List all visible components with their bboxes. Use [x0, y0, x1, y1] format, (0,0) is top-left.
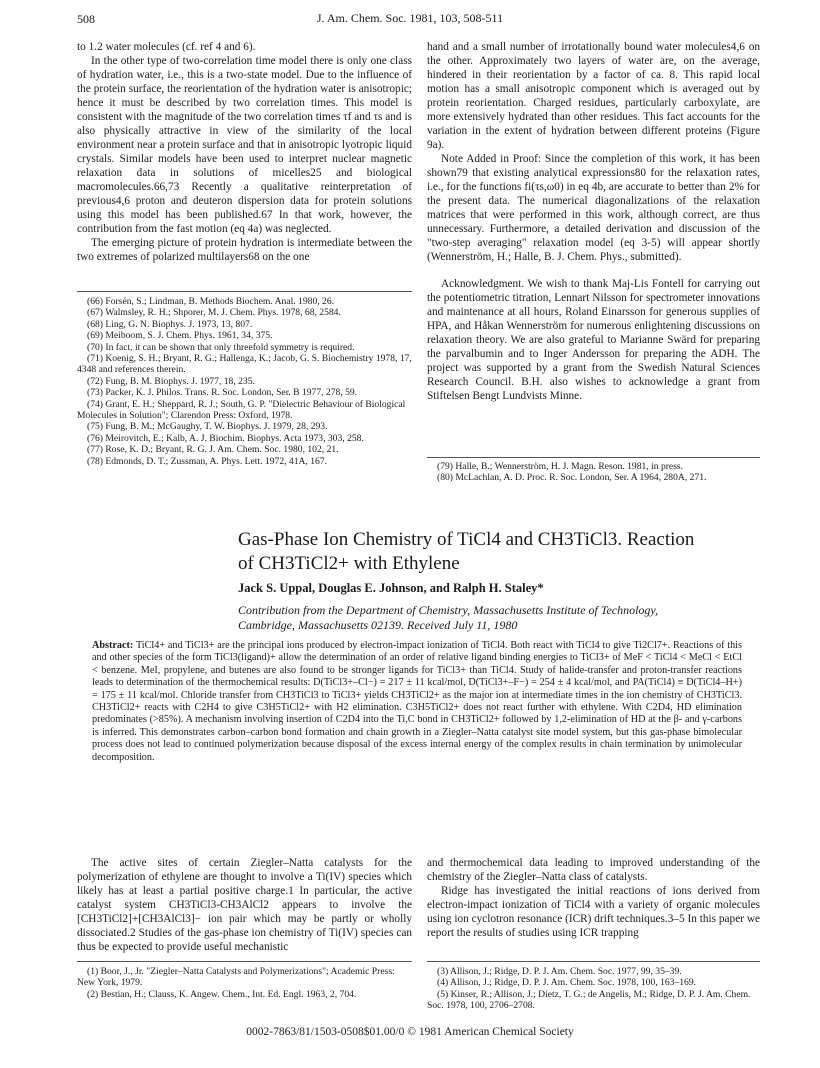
article-title — [238, 528, 718, 576]
journal-header: J. Am. Chem. Soc. 1981, 103, 508-511 — [316, 11, 504, 25]
reference-item: (68) Ling, G. N. Biophys. J. 1973, 13, 807. — [87, 318, 253, 330]
footnote-rule — [77, 961, 412, 962]
upper-left-column — [77, 40, 412, 264]
paragraph: hand and a small number of irrotationally bound water molecules4,6 on the other. Approximately two layers of water are, on the average, hindered in their reorientation by a factor of ca. 8. This rapid local motion has a small anisotropic component which is averaged out by protein reorientation. Charged residues, particularly carboxylate, are more extensively hydrated than other residues. This fact accounts for the variation in the extent of hydration between different proteins (Figure 9a). — [427, 41, 760, 151]
reference-item: (5) Kinser, R.; Allison, J.; Dietz, T. G.; de Angelis, M.; Ridge, D. P. J. Am. Chem. Soc. 1978, 100, 2706–2708. — [427, 988, 751, 1012]
paragraph: and thermochemical data leading to improved understanding of the chemistry of the Ziegler–Natta class of catalysts. — [427, 857, 760, 883]
paragraph: to 1.2 water molecules (cf. ref 4 and 6). — [77, 41, 256, 53]
upper-right-column — [427, 40, 760, 403]
title-line: Gas-Phase Ion Chemistry of TiCl4 and CH3TiCl3. Reaction — [238, 529, 695, 550]
abstract-text: TiCl4+ and TiCl3+ are the principal ions produced by electron-impact ionization of TiCl4. Both react with TiCl4 to give Ti2Cl7+. Reactions of this and other species of the form TiCl3(ligand)+ allow the determination of an order of relative ligand binding energies to TiCl3+ of MeF < TiCl4 < MeCl < EtCl < benzene. MeI, propylene, and butenes are also found to be stronger ligands for TiCl3+ than TiCl4. Study of halide-transfer and proton-transfer reactions leads to determination of the thermochemical results: D(TiCl3+–Cl−) = 217 ± 11 kcal/mol, D(TiCl3+–F−) = 254 ± 4 kcal/mol, and PA(TiCl4) ≡ D(TiCl4–H+) = 175 ± 11 kcal/mol. Chloride transfer from CH3TiCl3 to TiCl3+ yields CH3TiCl2+ as the major ion at intermediate times in the ion chemistry of CH3TiCl3. CH3TiCl2+ reacts with C2H4 to give C3H5TiCl2+ with H2 elimination. C3H5TiCl2+ does not react further with ethylene. With C2D4, HD elimination predominates (>85%). A mechanism involving insertion of C2D4 into the Ti,C bond in CH3TiCl2+ followed by 1,2-elimination of HD at the β- and γ-carbons is inferred. This demonstrates carbon–carbon bond formation and chain growth in a Ziegler–Natta catalyst site model system, but this gas-phase bimolecular process does not lead to continued polymerization because disposal of the excess internal energy of the complex results in chain termination by unimolecular decomposition. — [92, 640, 742, 763]
reference-item: (80) McLachlan, A. D. Proc. R. Soc. London, Ser. A 1964, 280A, 271. — [437, 472, 707, 484]
abstract — [92, 640, 742, 764]
footnote-rule — [427, 961, 760, 962]
reference-item: (79) Halle, B.; Wennerström, H. J. Magn. Reson. 1981, in press. — [437, 461, 684, 472]
reference-item: (69) Meiboom, S. J. Chem. Phys. 1961, 34, 375. — [87, 330, 273, 342]
title-line: of CH3TiCl2+ with Ethylene — [238, 553, 460, 574]
paragraph: In the other type of two-correlation time model there is only one class of hydration water, i.e., this is a two-state model. Due to the influence of the protein surface, the reorientation of the hydration water is anisotropic; hence it must be described by two correlation times. This model is consistent with the magnitude of the two correlation times τf and τs and is also physically attractive in view of the similarity of the local environment near a protein surface and that in anisotropic lyotropic liquid crystals. Similar models have been used to interpret nuclear magnetic relaxation data in solutions of micelles25 and biological macromolecules.66,73 Recently a qualitative reinterpretation of previous4,6 proton and deuteron dispersion data for protein solutions using this model has been published.67 In that work, however, the contribution from the fast motion (eq 4a) was neglected. — [77, 55, 412, 235]
reference-item: (77) Rose, K. D.; Bryant, R. G. J. Am. Chem. Soc. 1980, 102, 21. — [87, 444, 339, 456]
intro-left-column — [77, 856, 412, 954]
intro-right-column — [427, 856, 760, 940]
reference-item: (1) Boor, J., Jr. "Ziegler–Natta Catalysts and Polymerizations"; Academic Press: New York, 1979. — [77, 966, 395, 989]
reference-item: (66) Forsén, S.; Lindman, B. Methods Biochem. Anal. 1980, 26. — [87, 296, 335, 307]
reference-item: (73) Packer, K. J. Philos. Trans. R. Soc. London, Ser. B 1977, 278, 59. — [87, 387, 358, 399]
affiliation — [238, 603, 758, 633]
page-number: 508 — [77, 12, 95, 26]
footnote-rule — [427, 457, 760, 458]
affiliation-line: Cambridge, Massachusetts 02139. Received July 11, 1980 — [238, 618, 518, 632]
reference-item: (75) Fung, B. M.; McGaughy, T. W. Biophys. J. 1979, 28, 293. — [87, 421, 328, 433]
paragraph: The active sites of certain Ziegler–Natta catalysts for the polymerization of ethylene are thought to involve a Ti(IV) species which likely has at least a partial positive charge.1 In particular, the active catalyst system CH3TiCl3-CH3AlCl2 appears to involve the [CH3TiCl2]+[CH3AlCl3]− ion pair which may be partly or wholly dissociated.2 Studies of the gas-phase ion chemistry of Ti(IV) species can thus be expected to provide useful mechanistic — [77, 857, 412, 953]
reference-item: (74) Grant, E. H.; Sheppard, R. J.; South, G. P. "Dielectric Behaviour of Biological Molecules in Solution"; Clarendon Press: Oxford, 1978. — [77, 398, 406, 422]
reference-item: (76) Meirovitch, E.; Kalb, A. J. Biochim. Biophys. Acta 1973, 303, 258. — [87, 432, 364, 444]
reference-item: (70) In fact, it can be shown that only threefold symmetry is required. — [87, 341, 355, 353]
note-added-in-proof: Note Added in Proof: Since the completion of this work, it has been shown79 that existing analytical expressions80 for the relaxation rates, i.e., for the functions fi(τs,ω0) in eq 4b, are accurate to better than 2% for the present data. The numerical diagonalizations of the relaxation matrices that were performed in this work, although correct, are thus unnecessary. Furthermore, a detailed derivation and discussion of the "two-step averaging" relaxation model (eq 3-5) will appear shortly (Wennerström, H.; Halle, B. J. Chem. Phys., submitted). — [427, 153, 760, 263]
paragraph: Ridge has investigated the initial reactions of ions derived from electron-impact ionization of TiCl4 with a variety of organic molecules using ion cyclotron resonance (ICR) drift techniques.3–5 In this paper we report the results of studies using ICR trapping — [427, 885, 760, 939]
footnote-rule — [77, 291, 412, 292]
reference-item: (2) Bestian, H.; Clauss, K. Angew. Chem., Int. Ed. Engl. 1963, 2, 704. — [87, 988, 357, 1000]
reference-list — [427, 461, 760, 484]
reference-list — [77, 296, 412, 467]
reference-item: (71) Koenig, S. H.; Bryant, R. G.; Hallenga, K.; Jacob, G. S. Biochemistry 1978, 17, 4348 and references therein. — [77, 353, 412, 376]
authors: Jack S. Uppal, Douglas E. Johnson, and Ralph H. Staley* — [238, 581, 544, 595]
reference-item: (78) Edmonds, D. T.; Zussman, A. Phys. Lett. 1972, 41A, 167. — [87, 455, 328, 467]
paragraph: The emerging picture of protein hydration is intermediate between the two extremes of polarized multilayers68 on the one — [77, 237, 412, 263]
abstract-label: Abstract: — [92, 640, 134, 651]
reference-item: (67) Walmsley, R. H.; Shporer, M. J. Chem. Phys. 1978, 68, 2584. — [87, 307, 341, 319]
copyright-footer: 0002-7863/81/1503-0508$01.00/0 © 1981 American Chemical Society — [246, 1026, 574, 1038]
reference-list — [77, 966, 412, 1000]
acknowledgment: Acknowledgment. We wish to thank Maj-Lis Fontell for carrying out the potentiometric titration, Lennart Nilsson for spectrometer innovations and maintenance at all hours, Roland Einarsson for generous supplies of HPA, and Håkan Wennerström for numerous enlightening discussions on relaxation theory. We are also grateful to Marianne Swärd for preparing the parvalbumin and to Inger Andersson for preparing the ADH. The project was supported by a grant from the Swedish Natural Sciences Research Council. B.H. also wishes to acknowledge a grant from Stiftelsen Bengt Lundvists Minne. — [427, 278, 760, 402]
reference-item: (72) Fung, B. M. Biophys. J. 1977, 18, 235. — [87, 375, 255, 387]
reference-list — [427, 966, 760, 1012]
affiliation-line: Contribution from the Department of Chemistry, Massachusetts Institute of Technology, — [238, 603, 659, 617]
reference-item: (4) Allison, J.; Ridge, D. P. J. Am. Chem. Soc. 1978, 100, 163–169. — [437, 977, 697, 989]
reference-item: (3) Allison, J.; Ridge, D. P. J. Am. Chem. Soc. 1977, 99, 35–39. — [437, 966, 682, 977]
